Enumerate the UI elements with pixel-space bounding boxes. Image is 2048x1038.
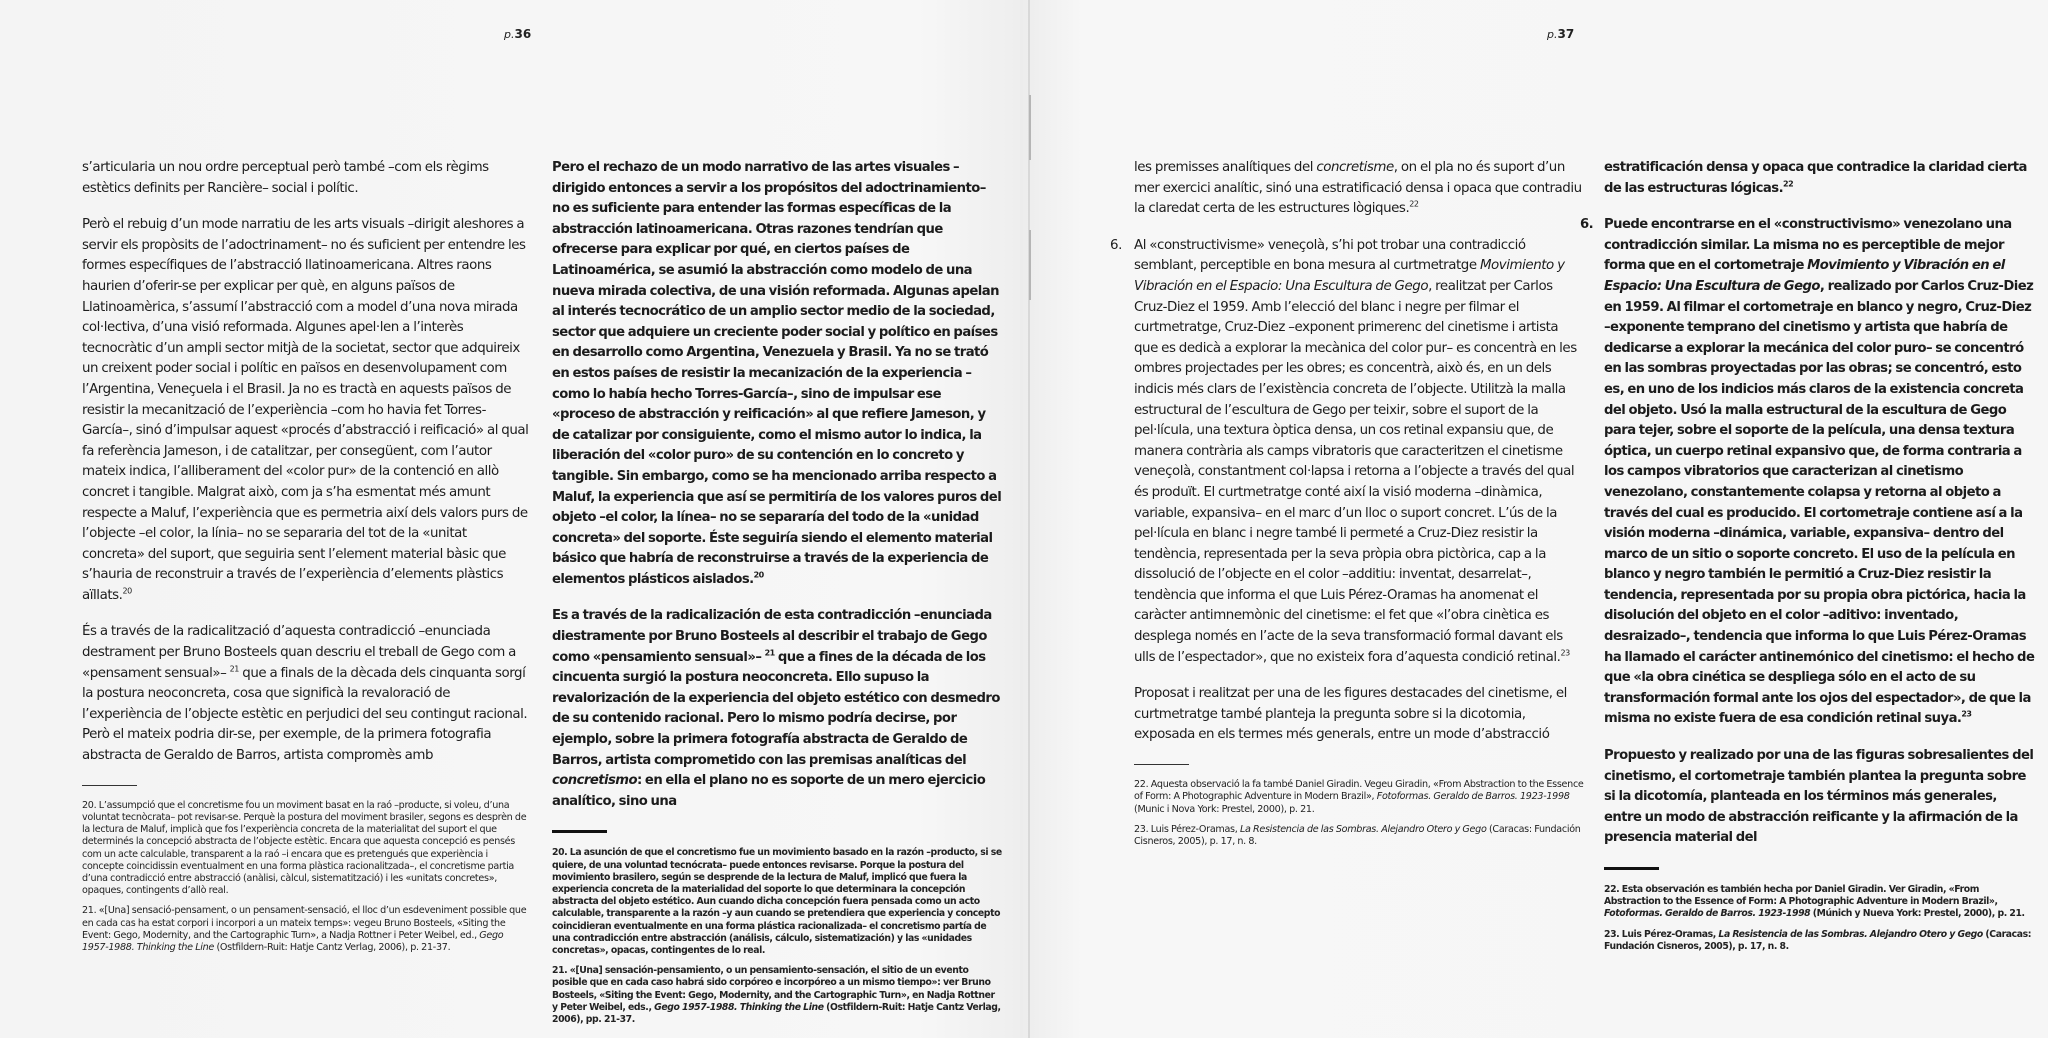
footnote-ref[interactable]: 21 (229, 664, 239, 674)
footnote-title: La Resistencia de las Sombras. Alejandro Otero y Gego (1239, 823, 1487, 835)
paragraph-text: És a través de la radicalització d’aquesta contradicció –enunciada destrament per Bruno Bosteels quan descriu el treball de Gego com a «pensament sensual»– (82, 624, 516, 681)
page-number: 36 (514, 27, 532, 41)
paragraph: s’articularia un nou ordre perceptual però també –com els règims estètics definits per Rancière– social i polític. (82, 160, 489, 196)
page-prefix: p. (504, 28, 515, 41)
footnote-text: (Munic i Nova York: Prestel, 2000), p. 21. (1134, 803, 1315, 815)
page-number: 37 (1557, 27, 1575, 41)
catalan-stack-left (82, 158, 530, 962)
footnote-text: (Múnich y Nueva York: Prestel, 2000), p. 21. (1812, 908, 2025, 920)
paragraph-text: , on el pla no és suport d’un mer exercici analític, sinó una estratificació densa i opaca que contradiu la claredat certa de les estructures lògiques. (1134, 160, 1582, 217)
paragraph-text: Pero el rechazo de un modo narrativo de las artes visuales –dirigido entonces a servir a los propósitos del adoctrinamiento– no es suficiente para entender las formas específicas de la abstracción latinoamericana. Otras razones tendrían que ofrecerse para explicar por qué, en ciertos países de Latinoamérica, se asumió la abstracción como modelo de una nueva mirada colectiva, de una visión reformada. Algunas apelan al interés tecnocrático de un amplio sector medio de la sociedad, sector que adquiere un creciente poder social y político en países en desarrollo como Argentina, Venezuela y Brasil. Ya no se trató en estos países de resistir la mecanización de la experiencia –como lo había hecho Torres-García–, sino de impulsar ese «proceso de abstracción y reificación» al que refiere Jameson, y de catalizar por consiguiente, como el mismo autor lo indica, la liberación del «color puro» de su contención en lo concreto y tangible. Sin embargo, como se ha mencionado arriba respecto a Maluf, la experiencia que así se permitiría de los valores puros del objeto –el color, la línea– no se separaría del todo de la «unidad concreta» del soporte. Éste seguiría siendo el elemento material básico que habría de reconstruirse a través de la experiencia de elementos plásticos aislados. (552, 160, 1002, 587)
spanish-column-right (1580, 158, 2036, 849)
paragraph (1604, 158, 2036, 199)
footnote (1134, 824, 1584, 848)
paragraph: Proposat i realitzat per una de les figures destacades del cinetisme, el curtmetratge també planteja la pregunta sobre si la dicotomia, exposada en els termes més generals, entre un mode d’abstracció (1134, 686, 1567, 743)
paragraph-text: estratificación densa y opaca que contradice la claridad cierta de las estructuras lógicas. (1604, 160, 2027, 196)
footnote-ref[interactable]: 20 (753, 570, 764, 580)
binding-stitch (1029, 95, 1031, 160)
catalan-footnotes-left (82, 800, 530, 962)
footnote (1604, 884, 2036, 921)
footnote-text: 22. Esta observación es también hecha por Daniel Giradin. Ver Giradin, «From Abstraction to the Essence of Form: A Photographic Adventure in Modern Brazil», (1604, 884, 1998, 908)
spanish-footnotes-left (552, 847, 1002, 1034)
paragraph-text: Al «constructivisme» veneçolà, s’hi pot trobar una contradicció semblant, perceptible en bona mesura al curtmetratge (1134, 237, 1526, 274)
paragraph (552, 158, 1002, 590)
paragraph-text: : en ella el plano no es soporte de un mero ejercicio analítico, sino una (552, 773, 986, 809)
footnote-ref[interactable]: 22 (1783, 179, 1794, 189)
paragraph-text: , realizado por Carlos Cruz-Diez en 1959. Al filmar el cortometraje en blanco y negro, Cruz-Diez –exponente temprano del cinetismo y artista que habría de dedicarse a explorar la mecánica del color puro– se concentró en las sombras proyectadas por las obras; se concentró, esto es, en uno de los indicios más claros de la existencia concreta del objeto. Usó la malla estructural de la escultura de Gego para tejer, sobre el soporte de la película, una densa textura óptica, un cuerpo retinal expansivo que, de forma contraria a los campos vibratorios que caracterizan al cinetismo venezolano, constantemente colapsa y retorna al objeto a través del cual es producido. El cortometraje contiene así a la visión moderna –dinámica, variable, expansiva– dentro del marco de un sitio o soporte concreto. El uso de la película en blanco y negro también le permitió a Cruz-Diez resistir la tendencia, representada por su propia obra pictórica, hacia la disolución del objeto en el color –aditivo: inventado, desraizado–, tendencia que informa lo que Luis Pérez-Oramas ha llamado el carácter antinemónico del cinetismo: el hecho de que «la obra cinética se despliega sólo en el acto de su transformación formal ante los ojos del espectador», de que la misma no existe fuera de esa condición retinal suya. (1604, 278, 2035, 727)
footnote-title: Fotoformas. Geraldo de Barros. 1923-1998 (1376, 791, 1570, 803)
spanish-footnotes-right (1604, 884, 2036, 961)
footnote (1134, 779, 1584, 816)
footnote (1604, 929, 2036, 953)
item-number: 6. (1580, 217, 1594, 233)
page-number-right (1547, 27, 1574, 41)
footnote-title: Gego 1957-1988. Thinking the Line (654, 1001, 824, 1013)
page-prefix: p. (1547, 28, 1558, 41)
paragraph-text: les premisses analítiques del (1134, 160, 1314, 175)
footnote-ref[interactable]: 23 (1961, 710, 1972, 720)
footnote-ref[interactable]: 23 (1560, 648, 1570, 658)
film-title: Movimiento y Vibración en el Espacio: Una Escultura de Gego (1134, 258, 1565, 294)
footnote (552, 965, 1002, 1026)
catalan-stack-right (1110, 158, 1584, 856)
paragraph-text: Però el rebuig d’un mode narratiu de les arts visuals –dirigit aleshores a servir els propòsits de l’adoctrinament– no és suficient per entendre les formes específiques de l’abstracció llatinoamericana. Altres raons haurien d’oferir-se per explicar per què, en alguns països de Llatinoamèrica, s’assumí l’abstracció com a model d’una nova mirada col·lectiva, d’una visió reformada. Algunes apel·len a l’interès tecnocràtic d’un ampli sector mitjà de la societat, sector que adquireix un creixent poder social i polític en països en desenvolupament com l’Argentina, Veneçuela i el Brasil. Ja no es tractà en aquests països de resistir la mecanització de l’experiència –com ho havia fet Torres-García–, sinó d’impulsar aquest «procés d’abstracció i reificació» al qual fa referència Jameson, i de catalitzar, per consegüent, com l’autor mateix indica, l’alliberament del «color pur» de la contenció en allò concret i tangible. Malgrat això, com ja s’ha esmentat més amunt respecte a Maluf, l’experiència que es permetria així dels valors purs de l’objecte –el color, la línia– no se separaria del tot de la «unitat concreta» del suport, que seguiria sent l’element material bàsic que s’hauria de reconstruir a través de l’experiència d’elements plàstics aïllats. (82, 217, 529, 603)
footnote-text: (Caracas: Fundación Cisneros, 2005), p. 17, n. 8. (1604, 928, 2032, 952)
footnote-divider (552, 830, 607, 833)
page-number-left (504, 27, 531, 41)
footnote: 20. La asunción de que el concretismo fue un movimiento basado en la razón –producto, si se quiere, de una voluntad tecnócrata– puede entonces revisarse. Porque la postura del movimiento brasilero, según se desprende de la lectura de Maluf, implicó que fuera la experiencia concreta de la materialidad del soporte lo que determinara la concepción abstracta del objeto estético. Aun cuando dicha concepción fuera pensada como un acto calculable, transparente a la razón –y aun cuando se pretendiera que experiencia y concepto coincidieran eventualmente en una forma plástica racionalizada– el concretismo partía de una contradicción entre abstracción (análisis, cálculo, sistematización) y las «unidades concretas», opacas, contingentes de lo real. (552, 847, 1002, 957)
footnote-ref[interactable]: 20 (122, 586, 132, 596)
item-text (1604, 215, 2036, 730)
spanish-stack-right (1580, 158, 2036, 961)
numbered-item (1110, 236, 1584, 668)
footnote: 20. L’assumpció que el concretisme fou un moviment basat en la raó –producte, si voleu, d’una voluntat tecnòcrata– pot revisar-se. Perquè la postura del moviment brasiler, segons es desprèn de la lectura de Maluf, implicà que fos l’experiència concreta de la materialitat del suport el que determinés la concepció abstracta de l’objecte estètic. Encara que aquesta concepció es pensés com un acte calculable, transparent a la raó –i encara que es pretengués que experiència i concepte coincidissin eventualment en una forma plàstica racionalitzada–, el concretisme partia d’una contradicció entre abstracció (anàlisi, càlcul, sistematització) i les «unitats concretes», opaques, contingents d’allò real. (82, 799, 527, 897)
footnote-text: (Ostfildern-Ruit: Hatje Cantz Verlag, 2006), p. 21-37. (216, 942, 451, 954)
footnote-ref[interactable]: 21 (764, 648, 775, 658)
binding-stitch (1029, 230, 1031, 300)
film-title: Movimiento y Vibración en el Espacio: Una Escultura de Gego (1604, 258, 2005, 294)
catalan-column-right (1110, 158, 1584, 746)
footnote-divider (1134, 764, 1189, 765)
footnote-text: 23. Luis Pérez-Oramas, (1134, 823, 1238, 835)
footnote-divider (82, 785, 137, 786)
paragraph-text: que a finals de la dècada dels cinquanta sorgí la postura neoconcreta, cosa que significà la revaloració de l’experiència de l’objecte estètic en perjudici del seu contingut racional. Però el mateix podria dir-se, per exemple, de la primera fotografia abstracta de Geraldo de Barros, artista compromès amb (82, 665, 528, 764)
footnote-divider (1604, 867, 1659, 870)
catalan-footnotes-right (1134, 779, 1584, 856)
paragraph (552, 606, 1002, 812)
paragraph (82, 215, 530, 606)
paragraph-text: , realitzat per Carlos Cruz-Diez el 1959. Amb l’elecció del blanc i negre per filmar el curtmetratge, Cruz-Diez –exponent primerenc del cinetisme i artista que es dedicà a explorar la mecànica del color pur– es concentrà en les ombres projectades per les obres; es concentrà, això és, en un dels indicis més clars de l’existència concreta de l’objecte. Utilitzà la malla estructural de l’escultura de Gego per teixir, sobre el suport de la pel·lícula, una textura òptica densa, un cos retinal expansiu que, de manera contrària als camps vibratoris que caracteritzen el cinetisme veneçolà, constantment col·lapsa i retorna a l’objecte a través del qual és produït. El curtmetratge conté així la visió moderna –dinàmica, variable, expansiva– en el marc d’un lloc o suport concret. L’ús de la pel·lícula en blanc i negre també li permeté a Cruz-Diez resistir la tendència, representada per la seva pròpia obra pictòrica, cap a la dissolució de l’objecte en el color –additiu: inventat, desarrelat–, tendència que informa el que Luis Pérez-Oramas ha anomenat el caràcter antimnemònic del cinetisme: el fet que «l’obra cinètica es desplega només en l’acte de la seva transformació formal davant els ulls de l’espectador», que no existeix fora d’aquesta condició retinal. (1134, 278, 1577, 665)
footnote (82, 905, 530, 954)
catalan-column-left (82, 158, 530, 767)
footnote-text: (Caracas: Fundación Cisneros, 2005), p. 17, n. 8. (1134, 823, 1581, 848)
footnote-title: Gego 1957-1988. Thinking the Line (82, 929, 504, 954)
spanish-stack-left (552, 158, 1002, 1034)
emphasis: concretismo (552, 773, 637, 789)
paragraph-text: Es a través de la radicalización de esta contradicción –enunciada diestramente por Bruno Bosteels al describir el trabajo de Gego como «pensamiento sensual»– (552, 608, 992, 665)
footnote-ref[interactable]: 22 (1409, 199, 1419, 209)
paragraph (1134, 158, 1584, 220)
footnote-text: 23. Luis Pérez-Oramas, (1604, 928, 1716, 940)
paragraph-text: Puede encontrarse en el «constructivismo» venezolano una contradicción similar. La misma no es perceptible de mejor forma que en el cortometraje (1604, 217, 2012, 274)
item-number: 6. (1110, 237, 1122, 253)
footnote-text: 22. Aquesta observació la fa també Daniel Giradin. Vegeu Giradin, «From Abstraction to the Essence of Form: A Photographic Adventure in Modern Brazil», (1134, 779, 1584, 803)
emphasis: concretisme (1316, 160, 1394, 175)
paragraph: Propuesto y realizado por una de las figuras sobresalientes del cinetismo, el cortometraje también plantea la pregunta sobre si la dicotomía, planteada en los términos más generales, entre un modo de abstracción reificante y la afirmación de la presencia material del (1604, 748, 2034, 846)
footnote-title: La Resistencia de las Sombras. Alejandro Otero y Gego (1718, 928, 1983, 940)
footnote-text: (Ostfildern-Ruit: Hatje Cantz Verlag, 2006), pp. 21-37. (552, 1001, 1001, 1026)
paragraph-text: que a fines de la década de los cincuenta surgió la postura neoconcreta. Ello supuso la revalorización de la experiencia del objeto estético con desmedro de su contenido racional. Pero lo mismo podría decirse, por ejemplo, sobre la primera fotografía abstracta de Geraldo de Barros, artista comprometido con las premisas analíticas del (552, 649, 1000, 768)
footnote-text: 21. «[Una] sensació-pensament, o un pensament-sensació, el lloc d’un esdeveniment possible que en cada cas ha estat corpori i incorpori a un mateix temps»: vegeu Bruno Bosteels, «Siting the Event: Gego, Modernity, and the Cartographic Turn», a Nadja Rottner i Peter Weibel, ed., (82, 905, 527, 941)
item-text (1134, 236, 1584, 668)
paragraph (82, 622, 530, 766)
numbered-item (1580, 215, 2036, 730)
spanish-column-left (552, 158, 1002, 812)
footnote-title: Fotoformas. Geraldo de Barros. 1923-1998 (1604, 908, 1811, 920)
footnote-text: 21. «[Una] sensación-pensamiento, o un pensamiento-sensación, el sitio de un evento posible que en cada caso habrá sido corpóreo e incorpóreo a un mismo tiempo»: ver Bruno Bosteels, «Siting the Event: Gego, Modernity, and the Cartographic Turn», en Nadja Rottner y Peter Weibel, eds., (552, 965, 995, 1013)
